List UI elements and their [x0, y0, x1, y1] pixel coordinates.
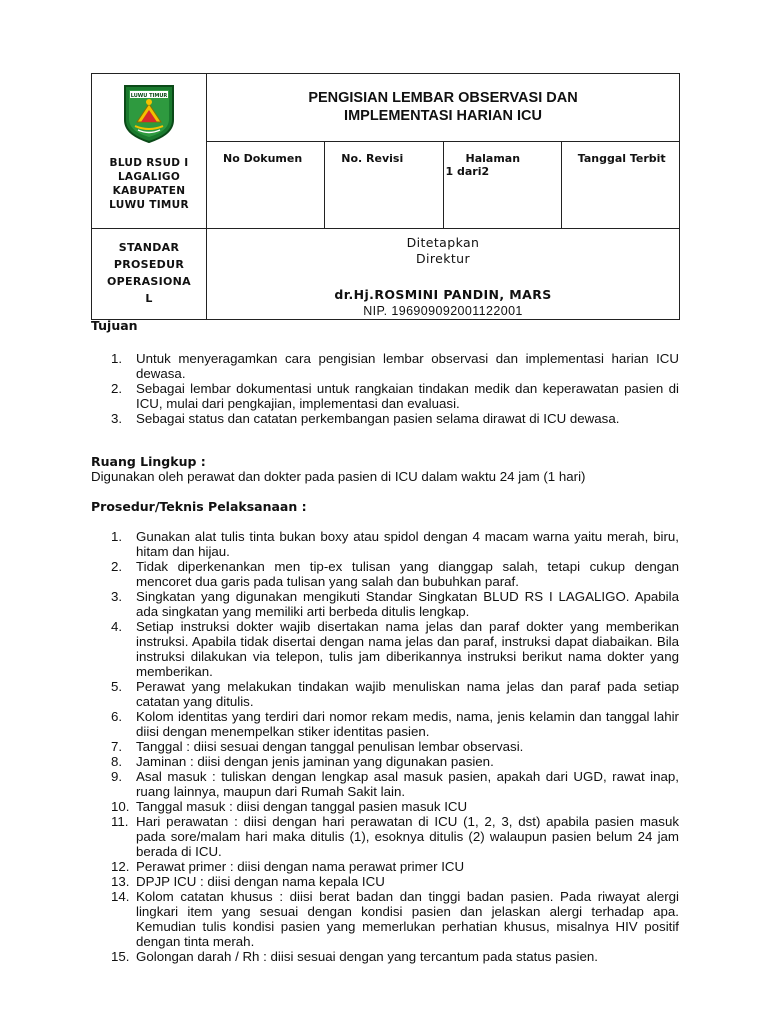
hospital-logo-icon: [121, 82, 177, 144]
list-item: 4. Setiap instruksi dokter wajib disertakan nama jelas dan paraf dokter yang memberikan instruksi. Apabila tidak disertai dengan nama jelas dan paraf, instruksi dapat diabaikan. Bila instruksi dilakukan via telepon, tulis jam diberikannya instruksi berikut nama dokter yang memberikan.: [111, 619, 679, 679]
list-item: 10. Tanggal masuk : diisi dengan tanggal pasien masuk ICU: [111, 799, 468, 814]
list-item: 11. Hari perawatan : diisi dengan hari perawatan di ICU (1, 2, 3, dst) apabila pasien masuk pada sore/malam hari maka ditulis (1), esoknya ditulis (2) walaupun pasien belum 24 jam berada di ICU.: [111, 814, 679, 859]
no-dokumen-cell: No Dokumen: [207, 142, 325, 229]
list-item: 14. Kolom catatan khusus : diisi berat badan dan tinggi badan pasien. Pada riwayat alergi lingkari item yang sesuai dengan kondisi pasien dan jelaskan alergi terhadap apa. Kemudian tulis kondisi pasien yang memerlukan perhatian khusus, misalnya HIV positif dengan tinta merah.: [111, 889, 679, 949]
document-title: PENGISIAN LEMBAR OBSERVASI DAN IMPLEMENTASI HARIAN ICU: [207, 74, 680, 142]
list-item: 3. Sebagai status dan catatan perkembangan pasien selama dirawat di ICU dewasa.: [111, 411, 620, 426]
list-item: 6. Kolom identitas yang terdiri dari nomor rekam medis, nama, jenis kelamin dan tanggal lahir diisi dengan menempelkan stiker identitas pasien.: [111, 709, 679, 739]
prosedur-heading: Prosedur/Teknis Pelaksanaan :: [91, 499, 307, 514]
tujuan-heading: Tujuan: [91, 318, 138, 333]
document-header-table: [91, 73, 680, 320]
list-item: 1. Untuk menyeragamkan cara pengisian lembar observasi dan implementasi harian ICU dewasa.: [111, 351, 679, 381]
list-item: 12. Perawat primer : diisi dengan nama perawat primer ICU: [111, 859, 465, 874]
tujuan-list: [91, 351, 679, 426]
list-item: 7. Tanggal : diisi sesuai dengan tanggal penulisan lembar observasi.: [111, 739, 524, 754]
list-item: 13. DPJP ICU : diisi dengan nama kepala ICU: [111, 874, 385, 889]
list-item: 15. Golongan darah / Rh : diisi sesuai dengan yang tercantum pada status pasien.: [111, 949, 598, 964]
ruang-lingkup-text: Digunakan oleh perawat dan dokter pada pasien di ICU dalam waktu 24 jam (1 hari): [91, 469, 586, 484]
signer-nip: NIP. 196909092001122001: [363, 304, 523, 318]
approval-cell: Ditetapkan Direktur dr.Hj.ROSMINI PANDIN, MARS NIP. 196909092001122001: [207, 229, 680, 320]
list-item: 2. Tidak diperkenankan men tip-ex tulisan yang dianggap salah, tetapi cukup dengan mencoret dua garis pada tulisan yang salah dan bubuhkan paraf.: [111, 559, 679, 589]
svg-text:LUWU TIMUR: LUWU TIMUR: [130, 93, 168, 99]
ruang-lingkup-heading: Ruang Lingkup :: [91, 454, 206, 469]
list-item: 9. Asal masuk : tuliskan dengan lengkap asal masuk pasien, apakah dari UGD, rawat inap, ruang lainnya, maupun dari Rumah Sakit lain.: [111, 769, 679, 799]
tanggal-terbit-cell: Tanggal Terbit: [561, 142, 679, 229]
list-item: 3. Singkatan yang digunakan mengikuti Standar Singkatan BLUD RS I LAGALIGO. Apabila ada singkatan yang memiliki arti berbeda ditulis lengkap.: [111, 589, 679, 619]
list-item: 1. Gunakan alat tulis tinta bukan boxy atau spidol dengan 4 macam warna yaitu merah, biru, hitam dan hijau.: [111, 529, 679, 559]
signer-name: dr.Hj.ROSMINI PANDIN, MARS: [334, 287, 552, 302]
organization-cell: [92, 74, 207, 229]
list-item: 5. Perawat yang melakukan tindakan wajib menuliskan nama jelas dan paraf pada setiap catatan yang ditulis.: [111, 679, 679, 709]
document-body: [91, 318, 679, 964]
sop-label-cell: STANDAR PROSEDUR OPERASIONA L: [92, 229, 207, 320]
prosedur-list: [91, 529, 679, 964]
organization-name: BLUD RSUD I LAGALIGO KABUPATEN LUWU TIMUR: [109, 157, 189, 211]
list-item: 8. Jaminan : diisi dengan jenis jaminan yang digunakan pasien.: [111, 754, 494, 769]
no-revisi-cell: No. Revisi: [325, 142, 443, 229]
list-item: 2. Sebagai lembar dokumentasi untuk rangkaian tindakan medik dan keperawatan pasien di ICU, mulai dari pengkajian, implementasi dan evaluasi.: [111, 381, 679, 411]
halaman-cell: Halaman 1 dari2: [443, 142, 561, 229]
